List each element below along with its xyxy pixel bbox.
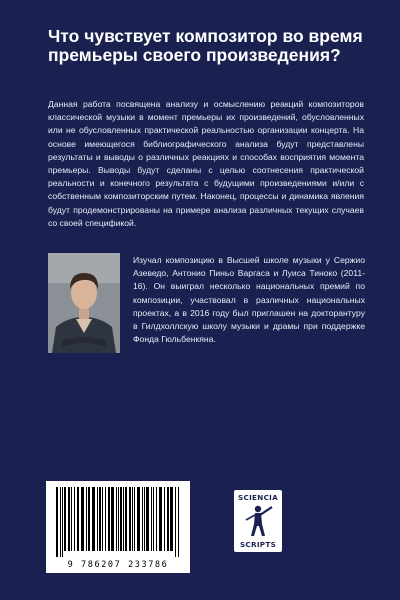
publisher-logo-bottom: SCRIPTS xyxy=(239,540,277,549)
publisher-logo xyxy=(234,490,282,552)
author-bio: Изучал композицию в Высшей школе музыки у Сержио Азеведо, Антонио Пиньо Варгаса и Луиса Тиноко (2011-16). Он выиграл несколько национальных премий по композиции, участвовал в различных национальных проектах, а в 2016 году был приглашен на докторантуру в Гилдхоллскую школу музыки и драмы при поддержке Фонда Гюльбенкяна. xyxy=(133,255,365,345)
book-abstract: Данная работа посвящена анализу и осмыслению реакций композиторов классической музыки в момент премьеры их произведений, обусловленных или не обусловленных практической реальностью организации концерта. На основе имеющегося библиографического анализа будут представлены результаты и выводы о различных реакциях и способах восприятия момента премьеры. Выводы будут сделаны с целью соотнесения практической реальности и конечного результата с будущими произведениями и/или с собственным композиторским путем. Наконец, процессы и динамика явления будут продемонстрированы на примере анализа различных текущих случаев со своей спецификой. xyxy=(48,99,364,228)
book-title: Что чувствует композитор во время премьеры своего произведения? xyxy=(48,26,363,65)
isbn-barcode xyxy=(46,481,190,573)
author-photo xyxy=(48,253,120,353)
publisher-logo-top: SCIENCIA xyxy=(238,493,278,502)
isbn-number: 9 786207 233786 xyxy=(67,560,169,570)
barcode-bars xyxy=(54,487,182,557)
figure-with-telescope-icon xyxy=(243,503,273,537)
